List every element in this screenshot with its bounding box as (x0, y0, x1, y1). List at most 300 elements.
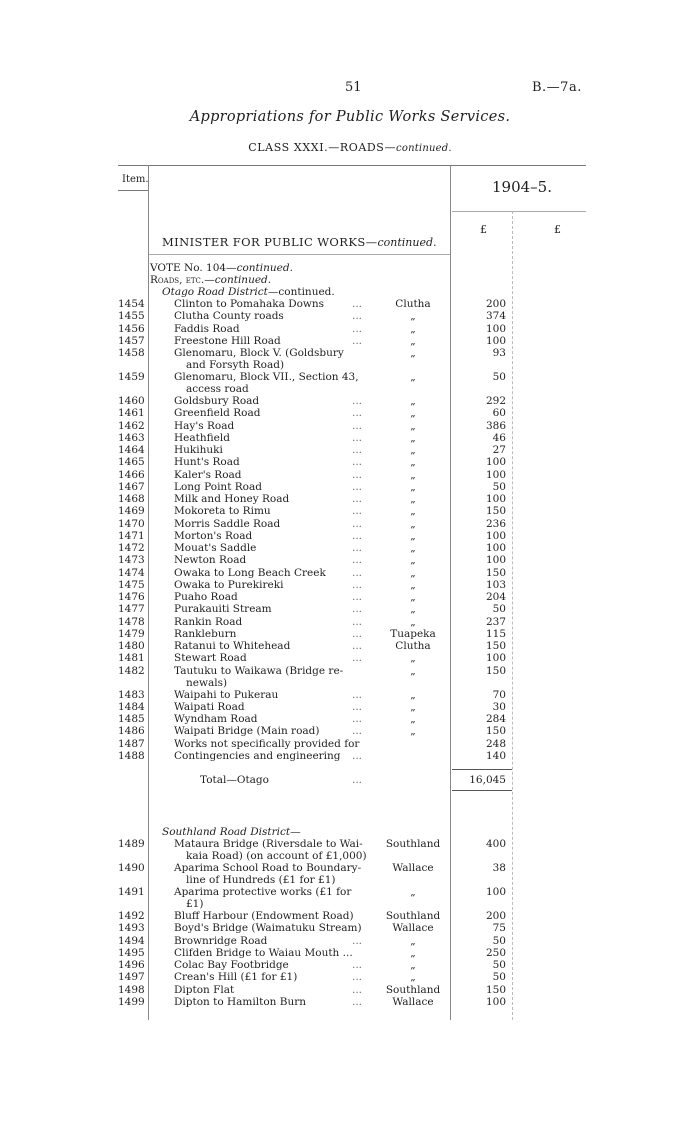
item-amount: 100 (485, 456, 506, 469)
item-description: Morris Saddle Road (174, 517, 281, 530)
item-number: 1462 (118, 419, 145, 432)
item-number: 1480 (118, 640, 145, 652)
item-number: 1464 (118, 444, 145, 456)
item-number: 1470 (118, 517, 145, 530)
district-name: „ (410, 700, 416, 713)
item-number: 1493 (118, 922, 145, 935)
southland-heading: Southland Road District— (162, 826, 301, 838)
item-description: Bluff Harbour (Endowment Road) (174, 910, 354, 922)
district-name: Southland (385, 838, 441, 850)
item-description: Aparima protective works (£1 for (174, 886, 352, 898)
item-description-continued: kaia Road) (on account of £1,000) (186, 850, 367, 862)
item-description-continued: access road (186, 383, 249, 395)
item-description: Waipahi to Pukerau (174, 688, 279, 701)
district-name: „ (410, 615, 416, 628)
item-number: 1476 (118, 591, 145, 603)
district-name: „ (410, 578, 416, 591)
item-description: Ratanui to Whitehead (174, 640, 291, 652)
leader-dots: ... (352, 959, 363, 971)
pound-symbol-col1: £ (480, 223, 487, 236)
item-description: Glenomaru, Block VII., Section 43, (174, 371, 359, 383)
item-description-continued: line of Hundreds (£1 for £1) (186, 874, 336, 886)
item-number: 1475 (118, 578, 145, 591)
leader-dots: ... (352, 529, 363, 542)
item-number: 1461 (118, 407, 145, 420)
item-number: 1460 (118, 395, 145, 407)
item-amount: 150 (485, 664, 506, 677)
table-row (0, 910, 700, 922)
table-row (0, 984, 700, 996)
district-name: „ (410, 493, 416, 505)
district-name: „ (410, 371, 416, 383)
item-amount: 70 (492, 688, 506, 701)
leader-dots: ... (352, 615, 363, 628)
item-amount: 204 (485, 591, 506, 603)
item-amount: 100 (485, 995, 506, 1008)
district-name: Southland (385, 910, 441, 922)
item-number: 1498 (118, 983, 145, 996)
district-name: „ (410, 591, 416, 603)
item-description-continued: newals) (186, 676, 228, 689)
item-description: Milk and Honey Road (174, 493, 290, 505)
item-amount: 100 (485, 468, 506, 481)
item-description-continued: and Forsyth Road) (186, 359, 285, 371)
item-description: Heathfield (174, 431, 230, 444)
table-row (0, 505, 700, 517)
item-number: 1463 (118, 431, 145, 444)
item-amount: 250 (485, 946, 506, 959)
table-row (0, 886, 700, 910)
item-description: Hunt's Road (174, 456, 240, 469)
item-number: 1495 (118, 946, 145, 959)
leader-dots: ... (352, 566, 363, 579)
leader-dots: ... (352, 749, 363, 762)
item-amount: 93 (492, 347, 506, 359)
item-amount: 103 (485, 578, 506, 591)
total-amount: 16,045 (469, 774, 506, 786)
item-description: Colac Bay Footbridge (174, 959, 289, 971)
item-number: 1499 (118, 995, 145, 1008)
item-description: Tautuku to Waikawa (Bridge re- (174, 664, 344, 677)
leader-dots: ... (352, 700, 363, 713)
item-number: 1491 (118, 886, 145, 898)
leader-dots: ... (352, 419, 363, 432)
item-amount: 200 (485, 910, 506, 922)
table-row (0, 554, 700, 566)
item-description: Waipati Bridge (Main road) (174, 725, 320, 738)
total-dots: ... (352, 774, 363, 786)
item-amount: 150 (485, 505, 506, 518)
vote-heading-text: VOTE No. 104— (150, 262, 237, 274)
district-name: Clutha (395, 640, 431, 652)
item-description: Waipati Road (174, 700, 245, 713)
item-number: 1484 (118, 700, 145, 713)
district-name: Wallace (392, 922, 434, 935)
item-amount: 100 (485, 554, 506, 567)
table-row (0, 518, 700, 530)
minister-heading (162, 235, 437, 249)
year-header: 1904–5. (492, 178, 552, 196)
item-number: 1458 (118, 347, 145, 359)
item-amount: 284 (485, 713, 506, 725)
item-description-continued: £1) (186, 898, 204, 910)
leader-dots: ... (352, 322, 363, 335)
table-row (0, 725, 700, 737)
item-number: 1490 (118, 862, 145, 874)
item-number: 1459 (118, 371, 145, 383)
item-description: Brownridge Road (174, 934, 268, 947)
district-name: „ (410, 347, 416, 359)
class-heading-cont: continued. (396, 143, 452, 154)
district-name: Tuapeka (390, 627, 436, 640)
item-description: Morton's Road (174, 529, 253, 542)
district-name: „ (410, 419, 416, 432)
district-name: „ (410, 517, 416, 530)
item-number: 1483 (118, 688, 145, 701)
table-row (0, 713, 700, 725)
district-name: „ (410, 713, 416, 725)
item-amount: 236 (485, 517, 506, 530)
year-header-rule (452, 211, 586, 212)
table-row (0, 616, 700, 628)
leader-dots: ... (352, 627, 363, 640)
item-amount: 27 (492, 444, 506, 456)
item-amount: 248 (485, 737, 506, 750)
district-name: „ (410, 566, 416, 579)
item-column-header: Item. (122, 174, 149, 185)
table-row (0, 323, 700, 335)
table-row (0, 922, 700, 934)
minister-rule (148, 254, 450, 255)
table-row (0, 407, 700, 419)
item-amount: 38 (492, 862, 506, 874)
item-number: 1492 (118, 910, 145, 922)
leader-dots: ... (352, 578, 363, 591)
total-under-rule (452, 790, 512, 791)
item-number: 1479 (118, 627, 145, 640)
document-reference: B.—7a. (532, 80, 582, 95)
table-row (0, 481, 700, 493)
district-name: Southland (385, 983, 441, 996)
table-row (0, 456, 700, 468)
item-number: 1486 (118, 725, 145, 738)
item-description: Boyd's Bridge (Waimatuku Stream) (174, 922, 362, 935)
item-description: Dipton Flat (174, 983, 235, 996)
table-row (0, 971, 700, 983)
leader-dots: ... (352, 493, 363, 505)
item-amount: 100 (485, 322, 506, 335)
item-description: Puaho Road (174, 591, 238, 603)
item-amount: 50 (492, 603, 506, 616)
item-description: Owaka to Long Beach Creek (174, 566, 326, 579)
leader-dots: ... (352, 554, 363, 567)
leader-dots: ... (352, 542, 363, 554)
district-name: „ (410, 480, 416, 493)
item-amount: 237 (485, 615, 506, 628)
district-name: „ (410, 959, 416, 971)
district-name: „ (410, 688, 416, 701)
item-amount: 75 (492, 922, 506, 935)
table-row (0, 335, 700, 347)
district-name: „ (410, 310, 416, 323)
item-header-rule (118, 190, 148, 191)
item-amount: 50 (492, 371, 506, 383)
item-description: Dipton to Hamilton Burn (174, 995, 307, 1008)
item-amount: 100 (485, 334, 506, 347)
item-number: 1471 (118, 529, 145, 542)
district-name: „ (410, 664, 416, 677)
item-number: 1465 (118, 456, 145, 469)
item-number: 1456 (118, 322, 145, 335)
leader-dots: ... (352, 725, 363, 738)
vote-heading-cont: continued. (236, 262, 293, 274)
item-description: Rankleburn (174, 627, 237, 640)
item-number: 1455 (118, 310, 145, 323)
district-name: „ (410, 431, 416, 444)
item-description: Kaler's Road (174, 468, 242, 481)
class-heading (0, 141, 700, 154)
roads-heading-text: Roads, etc.— (150, 274, 215, 286)
table-row (0, 603, 700, 615)
leader-dots: ... (352, 640, 363, 652)
table-row (0, 947, 700, 959)
table-row (0, 469, 700, 481)
leader-dots: ... (352, 688, 363, 701)
table-row (0, 935, 700, 947)
total-label: Total—Otago (200, 774, 269, 786)
item-description: Works not specifically provided for (174, 737, 360, 750)
item-amount: 292 (485, 395, 506, 407)
district-name: „ (410, 725, 416, 738)
district-name: „ (410, 971, 416, 984)
item-description: Goldsbury Road (174, 395, 260, 407)
item-description: Rankin Road (174, 615, 243, 628)
table-row (0, 591, 700, 603)
roads-heading-cont: continued. (214, 274, 272, 286)
item-number: 1477 (118, 603, 145, 616)
leader-dots: ... (352, 505, 363, 518)
item-description: Hay's Road (174, 419, 235, 432)
table-row (0, 432, 700, 444)
table-row (0, 371, 700, 395)
district-name: „ (410, 886, 416, 898)
leader-dots: ... (352, 713, 363, 725)
table-row (0, 738, 700, 750)
item-description: Freestone Hill Road (174, 334, 281, 347)
item-amount: 50 (492, 934, 506, 947)
item-amount: 374 (485, 310, 506, 323)
item-description: Clutha County roads (174, 310, 284, 323)
item-amount: 386 (485, 419, 506, 432)
leader-dots: ... (352, 517, 363, 530)
item-number: 1473 (118, 554, 145, 567)
leader-dots: ... (352, 983, 363, 996)
item-number: 1494 (118, 934, 145, 947)
table-row (0, 664, 700, 689)
leader-dots: ... (352, 407, 363, 420)
district-name: „ (410, 934, 416, 947)
leader-dots: ... (352, 971, 363, 984)
item-number: 1467 (118, 480, 145, 493)
leader-dots: ... (352, 395, 363, 407)
item-number: 1454 (118, 298, 145, 310)
item-amount: 30 (492, 700, 506, 713)
table-row (0, 652, 700, 664)
table-row (0, 862, 700, 886)
district-name: Wallace (392, 862, 434, 874)
table-row (0, 628, 700, 640)
item-number: 1481 (118, 652, 145, 665)
item-description: Greenfield Road (174, 407, 261, 420)
table-row (0, 689, 700, 701)
table-row (0, 959, 700, 971)
item-amount: 50 (492, 480, 506, 493)
page-title: Appropriations for Public Works Services. (189, 109, 511, 125)
table-row (0, 640, 700, 652)
item-number: 1496 (118, 959, 145, 971)
total-rule (452, 769, 512, 770)
table-row (0, 701, 700, 713)
item-number: 1487 (118, 737, 145, 750)
district-heading (162, 286, 335, 298)
district-name: „ (410, 542, 416, 554)
district-name: „ (410, 444, 416, 456)
item-description: Owaka to Purekireki (174, 578, 284, 591)
item-description: Wyndham Road (174, 713, 258, 725)
item-description: Long Point Road (174, 480, 262, 493)
item-amount: 100 (485, 652, 506, 665)
leader-dots: ... (352, 995, 363, 1008)
item-number: 1469 (118, 505, 145, 518)
item-number: 1478 (118, 615, 145, 628)
item-amount: 46 (492, 431, 506, 444)
district-name: „ (410, 456, 416, 469)
district-name: „ (410, 334, 416, 347)
item-description: Mouat's Saddle (174, 542, 257, 554)
item-number: 1468 (118, 493, 145, 505)
item-description: Faddis Road (174, 322, 240, 335)
district-name: „ (410, 468, 416, 481)
item-number: 1497 (118, 971, 145, 984)
table-row (0, 838, 700, 862)
item-description: Glenomaru, Block V. (Goldsbury (174, 347, 344, 359)
pound-symbol-col2: £ (554, 223, 561, 236)
district-heading-text: Otago Road District— (162, 286, 279, 298)
table-row (0, 420, 700, 432)
table-row (0, 996, 700, 1008)
table-row (0, 310, 700, 322)
district-name: „ (410, 529, 416, 542)
leader-dots: ... (352, 310, 363, 323)
item-amount: 150 (485, 725, 506, 738)
district-heading-cont: continued. (278, 286, 335, 298)
item-description: Aparima School Road to Boundary- (174, 862, 362, 874)
item-description: Crean's Hill (£1 for £1) (174, 971, 298, 984)
leader-dots: ... (352, 603, 363, 616)
item-description: Mataura Bridge (Riversdale to Wai- (174, 838, 363, 850)
table-row (0, 347, 700, 371)
table-row (0, 530, 700, 542)
item-amount: 150 (485, 640, 506, 652)
item-amount: 400 (485, 838, 506, 850)
table-row (0, 444, 700, 456)
item-amount: 60 (492, 407, 506, 420)
district-name: „ (410, 603, 416, 616)
item-amount: 150 (485, 983, 506, 996)
item-amount: 140 (485, 749, 506, 762)
district-name: „ (410, 554, 416, 567)
item-amount: 50 (492, 959, 506, 971)
item-amount: 150 (485, 566, 506, 579)
item-description: Mokoreta to Rimu (174, 505, 271, 518)
table-row (0, 567, 700, 579)
item-amount: 50 (492, 971, 506, 984)
district-name: Wallace (392, 995, 434, 1008)
item-description: Newton Road (174, 554, 247, 567)
item-number: 1489 (118, 838, 145, 850)
leader-dots: ... (352, 334, 363, 347)
item-number: 1488 (118, 749, 145, 762)
item-amount: 100 (485, 542, 506, 554)
district-name: „ (410, 395, 416, 407)
table-row (0, 542, 700, 554)
district-name: Clutha (395, 298, 431, 310)
minister-heading-text: MINISTER FOR PUBLIC WORKS— (162, 235, 378, 249)
district-name: „ (410, 652, 416, 665)
leader-dots: ... (352, 431, 363, 444)
item-number: 1457 (118, 334, 145, 347)
item-description: Stewart Road (174, 652, 247, 665)
leader-dots: ... (352, 444, 363, 456)
table-row (0, 493, 700, 505)
table-row (0, 579, 700, 591)
leader-dots: ... (352, 934, 363, 947)
district-name: „ (410, 322, 416, 335)
item-description: Clinton to Pomahaka Downs (174, 298, 325, 310)
item-number: 1472 (118, 542, 145, 554)
item-number: 1474 (118, 566, 145, 579)
minister-heading-cont: continued. (377, 236, 437, 249)
item-amount: 200 (485, 298, 506, 310)
item-description: Purakauiti Stream (174, 603, 272, 616)
table-top-rule (118, 165, 586, 166)
leader-dots: ... (352, 591, 363, 603)
leader-dots: ... (352, 652, 363, 665)
district-name: „ (410, 407, 416, 420)
class-heading-text: CLASS XXXI.—ROADS— (248, 141, 397, 154)
item-description: Contingencies and engineering (174, 749, 341, 762)
item-number: 1466 (118, 468, 145, 481)
table-row (0, 750, 700, 762)
table-row (0, 298, 700, 310)
item-amount: 100 (485, 529, 506, 542)
leader-dots: ... (352, 468, 363, 481)
district-name: „ (410, 505, 416, 518)
leader-dots: ... (352, 456, 363, 469)
table-row (0, 395, 700, 407)
item-number: 1485 (118, 713, 145, 725)
item-description: Clifden Bridge to Waiau Mouth ... (174, 946, 353, 959)
item-amount: 100 (485, 493, 506, 505)
leader-dots: ... (352, 480, 363, 493)
vote-heading (150, 262, 293, 274)
roads-heading (150, 274, 271, 286)
item-description: Hukihuki (174, 444, 223, 456)
item-number: 1482 (118, 664, 145, 677)
district-name: „ (410, 946, 416, 959)
leader-dots: ... (352, 298, 363, 310)
item-amount: 100 (485, 886, 506, 898)
